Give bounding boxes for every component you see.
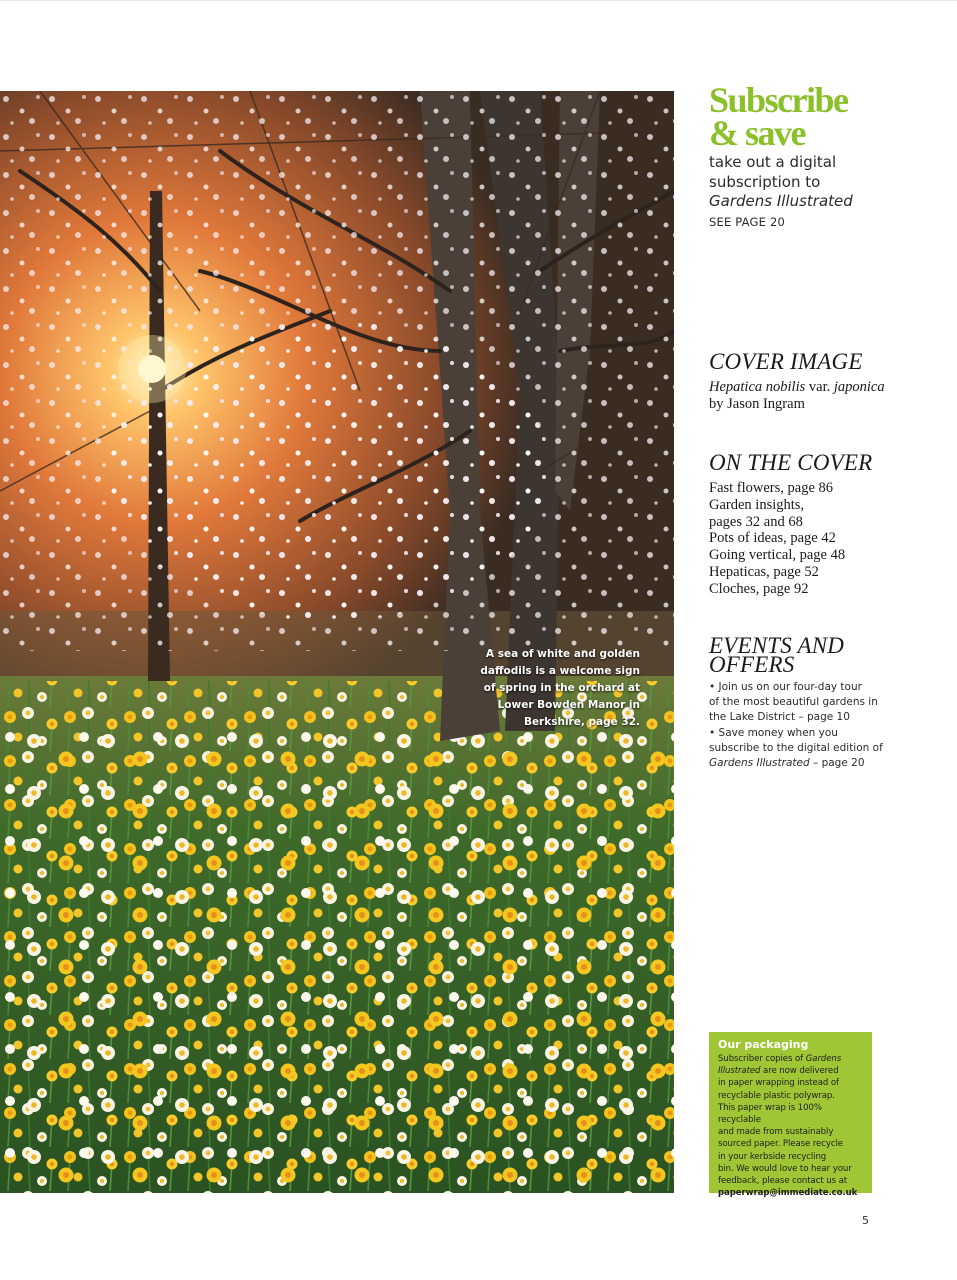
packaging-line: This paper wrap is 100% recyclable bbox=[718, 1102, 822, 1126]
cover-image-body bbox=[709, 379, 909, 413]
packaging-line: in paper wrapping instead of bbox=[718, 1078, 839, 1089]
plant-var: var. bbox=[805, 379, 834, 395]
packaging-email-link[interactable]: paperwrap@immediate.co.uk bbox=[718, 1188, 858, 1199]
on-the-cover-heading: ON THE COVER bbox=[709, 450, 873, 475]
packaging-line: feedback, please contact us at bbox=[718, 1176, 848, 1187]
packaging-line: are now delivered bbox=[760, 1066, 839, 1077]
plant-name: Hepatica nobilis bbox=[709, 379, 806, 395]
see-page-link[interactable]: SEE PAGE 20 bbox=[709, 214, 786, 229]
subscribe-title-line1: Subscribe bbox=[709, 80, 848, 120]
packaging-line: Subscriber copies of bbox=[718, 1054, 806, 1064]
list-item: Garden insights, bbox=[709, 496, 805, 513]
events-heading bbox=[709, 633, 909, 677]
events-line: of the most beautiful gardens in bbox=[709, 696, 878, 709]
events-body bbox=[709, 680, 909, 771]
packaging-box bbox=[709, 1032, 872, 1199]
packaging-line: bin. We would love to hear your bbox=[718, 1163, 852, 1174]
events-block bbox=[709, 633, 909, 771]
magazine-name: Gardens Illustrated bbox=[709, 757, 810, 770]
packaging-line: in your kerbside recycling bbox=[718, 1151, 827, 1162]
magazine-name: Illustrated bbox=[718, 1066, 761, 1077]
packaging-line: sourced paper. Please recycle bbox=[718, 1139, 843, 1150]
packaging-line: and made from sustainably bbox=[718, 1127, 834, 1138]
packaging-line: recyclable plastic polywrap. bbox=[718, 1090, 835, 1101]
events-line: subscribe to the digital edition of bbox=[709, 741, 883, 754]
top-rule bbox=[0, 0, 957, 1]
events-heading-line1: EVENTS AND bbox=[709, 633, 845, 658]
subscribe-title-line2: & save bbox=[709, 113, 805, 153]
events-line: the Lake District – page 10 bbox=[709, 711, 850, 724]
events-heading-line2: OFFERS bbox=[709, 652, 795, 677]
events-line: • Join us on our four-day tour bbox=[709, 681, 862, 693]
list-item: Cloches, page 92 bbox=[709, 580, 809, 597]
packaging-title: Our packaging bbox=[718, 1038, 809, 1051]
magazine-name: Gardens Illustrated bbox=[709, 192, 853, 210]
subscribe-text bbox=[709, 153, 909, 212]
list-item: Pots of ideas, page 42 bbox=[709, 530, 836, 547]
photo-caption: A sea of white and golden daffodils is a welcome sign of spring in the orchard at Lower Bowden Manor in Berkshire, page 32. bbox=[480, 648, 640, 728]
subscribe-title bbox=[709, 80, 909, 153]
list-item: Going vertical, page 48 bbox=[709, 547, 846, 564]
page-number: 5 bbox=[862, 1214, 869, 1227]
orchard-photo bbox=[0, 91, 674, 1193]
cover-image-heading: COVER IMAGE bbox=[709, 349, 863, 374]
orchard-illustration bbox=[0, 91, 674, 1193]
cover-image-block bbox=[709, 349, 909, 413]
magazine-name: Gardens bbox=[805, 1054, 842, 1064]
events-page-ref: – page 20 bbox=[809, 757, 865, 770]
list-item: Fast flowers, page 86 bbox=[709, 480, 834, 496]
plant-variety: japonica bbox=[833, 379, 885, 395]
on-the-cover-block bbox=[709, 450, 909, 598]
subscribe-text-line: take out a digital bbox=[709, 153, 837, 171]
subscribe-text-line: subscription to bbox=[709, 172, 821, 191]
on-the-cover-list bbox=[709, 480, 909, 598]
list-item: Hepaticas, page 52 bbox=[709, 563, 819, 580]
events-line: • Save money when you bbox=[709, 726, 838, 739]
packaging-body bbox=[718, 1053, 863, 1199]
list-item: pages 32 and 68 bbox=[709, 513, 803, 530]
photo-credit: by Jason Ingram bbox=[709, 395, 805, 412]
subscribe-block bbox=[709, 80, 909, 229]
